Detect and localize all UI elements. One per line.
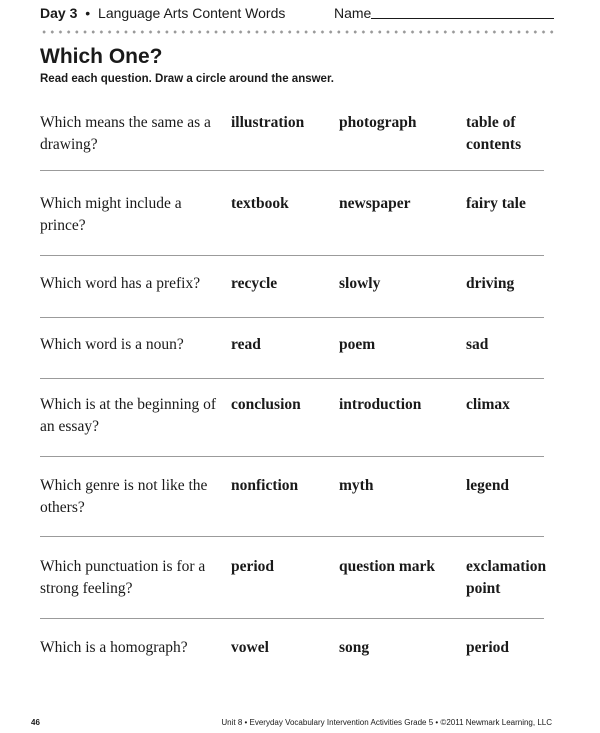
- answer-option[interactable]: period: [466, 639, 510, 656]
- instructions: Read each question. Draw a circle around the answer.: [40, 73, 334, 85]
- question-row: [40, 394, 544, 457]
- question-text: Which means the same as a drawing?: [40, 114, 211, 153]
- answer-option[interactable]: nonfiction: [231, 477, 299, 494]
- answer-option[interactable]: myth: [339, 477, 374, 494]
- page-header: [40, 4, 555, 26]
- question-text: Which is at the beginning of an essay?: [40, 396, 217, 435]
- footer-credit: Unit 8 • Everyday Vocabulary Intervention Activities Grade 5 • ©2011 Newmark Learning, LLC: [221, 718, 552, 727]
- answer-option[interactable]: conclusion: [231, 396, 301, 413]
- question-row: [40, 273, 544, 318]
- page-title: Which One?: [40, 45, 163, 68]
- header-bullet: •: [85, 5, 91, 21]
- question-row: [40, 637, 544, 677]
- topic-label: Language Arts Content Words: [98, 5, 286, 21]
- day-label: Day 3: [40, 5, 78, 21]
- answer-option[interactable]: textbook: [231, 195, 289, 212]
- question-text: Which is a homograph?: [40, 639, 188, 656]
- answer-option[interactable]: driving: [466, 275, 515, 292]
- question-row: [40, 193, 544, 256]
- answer-option[interactable]: newspaper: [339, 195, 411, 212]
- page-number: 46: [31, 718, 40, 727]
- answer-option[interactable]: read: [231, 336, 261, 353]
- answer-option[interactable]: vowel: [231, 639, 269, 656]
- question-text: Which word has a prefix?: [40, 275, 201, 292]
- question-text: Which genre is not like the others?: [40, 477, 208, 516]
- answer-option[interactable]: song: [339, 639, 370, 656]
- answer-option[interactable]: period: [231, 558, 275, 575]
- question-text: Which punctuation is for a strong feeling?: [40, 558, 206, 597]
- answer-option[interactable]: exclamation point: [466, 558, 547, 597]
- answer-option[interactable]: poem: [339, 336, 376, 353]
- answer-option[interactable]: slowly: [339, 275, 381, 292]
- answer-option[interactable]: climax: [466, 396, 510, 413]
- answer-option[interactable]: recycle: [231, 275, 278, 292]
- question-list: [40, 112, 547, 677]
- answer-option[interactable]: photograph: [339, 114, 417, 131]
- question-text: Which might include a prince?: [40, 195, 182, 234]
- answer-option[interactable]: legend: [466, 477, 510, 494]
- answer-option[interactable]: table of contents: [466, 114, 522, 153]
- question-text: Which word is a noun?: [40, 336, 184, 353]
- name-label: Name: [334, 5, 372, 21]
- answer-option[interactable]: sad: [466, 336, 489, 353]
- question-row: [40, 556, 547, 619]
- answer-option[interactable]: introduction: [339, 396, 422, 413]
- question-row: [40, 475, 544, 537]
- name-field[interactable]: [371, 18, 554, 19]
- question-row: [40, 112, 544, 171]
- question-row: [40, 334, 544, 379]
- answer-option[interactable]: question mark: [339, 558, 436, 575]
- answer-option[interactable]: illustration: [231, 114, 305, 131]
- answer-option[interactable]: fairy tale: [466, 195, 526, 212]
- dotted-divider: [40, 30, 558, 34]
